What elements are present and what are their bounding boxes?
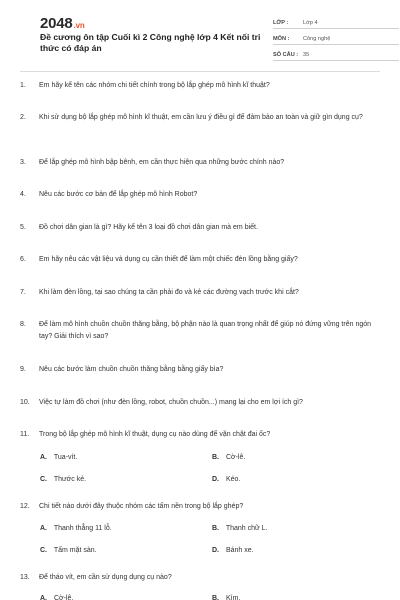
- meta-key: LỚP :: [273, 20, 289, 26]
- question-number: 6.: [20, 256, 26, 263]
- question-text: Để tháo vít, em cần sử dụng dụng cụ nào?: [39, 574, 172, 581]
- question-number: 3.: [20, 159, 26, 166]
- question-text: Em hãy nêu các vật liệu và dụng cụ cần thiết để làm một chiếc đèn lồng bằng giấy?: [39, 256, 298, 263]
- document-title: Đề cương ôn tập Cuối kì 2 Công nghệ lớp 4 Kết nối tri thức có đáp án: [40, 32, 261, 53]
- option-text: Thanh thẳng 11 lỗ.: [53, 525, 112, 532]
- question-text: Việc tự làm đồ chơi (như đèn lồng, robot, chuồn chuồn...) mang lại cho em lợi ích gì?: [39, 399, 303, 406]
- question-number: 5.: [20, 224, 26, 231]
- option-letter: A.: [40, 525, 47, 532]
- question-number: 4.: [20, 191, 26, 198]
- option-letter: A.: [40, 454, 47, 461]
- meta-row-count: [273, 45, 399, 61]
- option-text: Bánh xe.: [225, 547, 254, 554]
- question-text: Để làm mô hình chuồn chuồn thăng bằng, bộ phận nào là quan trọng nhất để giúp nó đứng vững trên ngón tay? Giải thích vì sao?: [39, 321, 372, 340]
- option-letter: A.: [40, 595, 47, 600]
- meta-row-class: [273, 13, 399, 29]
- meta-row-subject: [273, 29, 399, 45]
- answer-option[interactable]: [40, 545, 97, 557]
- option-letter: C.: [40, 476, 47, 483]
- answer-option[interactable]: [40, 523, 112, 535]
- option-letter: C.: [40, 547, 47, 554]
- option-text: Thước kẻ.: [53, 476, 87, 483]
- option-text: Cờ-lê.: [225, 454, 246, 461]
- option-letter: D.: [212, 547, 219, 554]
- option-letter: B.: [212, 454, 219, 461]
- question-text: Nêu các bước làm chuồn chuồn thăng bằng bằng giấy bìa?: [39, 366, 224, 373]
- meta-key: SỐ CÂU :: [273, 52, 299, 58]
- question-text: Đồ chơi dân gian là gì? Hãy kể tên 3 loại đồ chơi dân gian mà em biết.: [39, 224, 258, 231]
- document-header: [20, 0, 380, 68]
- answer-option[interactable]: [212, 593, 240, 600]
- question-number: 8.: [20, 321, 26, 328]
- logo-main-text: 2048: [40, 15, 73, 32]
- question-number: 11.: [20, 431, 30, 438]
- question-number: 9.: [20, 366, 26, 373]
- option-letter: D.: [212, 476, 219, 483]
- answer-option[interactable]: [212, 452, 245, 464]
- answer-option[interactable]: [212, 545, 254, 557]
- question-text: Chi tiết nào dưới đây thuộc nhóm các tấm nền trong bộ lắp ghép?: [39, 503, 244, 510]
- question-number: 13.: [20, 574, 30, 581]
- answer-option[interactable]: [40, 474, 86, 486]
- meta-value: Công nghệ: [303, 36, 331, 42]
- question-number: 1.: [20, 82, 26, 89]
- option-letter: B.: [212, 595, 219, 600]
- option-text: Cờ-lê.: [53, 595, 74, 600]
- question-text: Khi làm đèn lồng, tại sao chúng ta cần phải đo và kẻ các đường vạch trước khi cắt?: [39, 289, 299, 296]
- question-number: 10.: [20, 399, 30, 406]
- document-meta: [273, 13, 399, 61]
- meta-value: 35: [303, 52, 310, 58]
- question-text: Nêu các bước cơ bản để lắp ghép mô hình Robot?: [39, 191, 198, 198]
- meta-key: MÔN :: [273, 36, 290, 42]
- option-text: Kìm.: [225, 595, 241, 600]
- answer-option[interactable]: [40, 593, 73, 600]
- site-logo[interactable]: [40, 15, 85, 32]
- option-text: Thanh chữ L.: [225, 525, 268, 532]
- header-divider: [20, 71, 380, 72]
- question-text: Em hãy kể tên các nhóm chi tiết chính trong bộ lắp ghép mô hình kĩ thuật?: [39, 82, 270, 89]
- option-text: Kéo.: [225, 476, 241, 483]
- answer-option[interactable]: [212, 523, 267, 535]
- question-number: 7.: [20, 289, 26, 296]
- question-text: Khi sử dụng bộ lắp ghép mô hình kĩ thuật, em cần lưu ý điều gì để đảm bảo an toàn và giữ gìn dụng cụ?: [39, 114, 363, 121]
- question-number: 12.: [20, 503, 30, 510]
- question-text: Trong bộ lắp ghép mô hình kĩ thuật, dụng cụ nào dùng để vặn chặt đai ốc?: [39, 431, 271, 438]
- option-letter: B.: [212, 525, 219, 532]
- logo-suffix-text: .vn: [73, 21, 85, 30]
- meta-value: Lớp 4: [303, 20, 318, 26]
- answer-option[interactable]: [40, 452, 77, 464]
- question-text: Để lắp ghép mô hình bập bênh, em cần thực hiện qua những bước chính nào?: [39, 159, 285, 166]
- question-number: 2.: [20, 114, 26, 121]
- answer-option[interactable]: [212, 474, 240, 486]
- option-text: Tua-vít.: [53, 454, 78, 461]
- option-text: Tấm mặt sàn.: [53, 547, 97, 554]
